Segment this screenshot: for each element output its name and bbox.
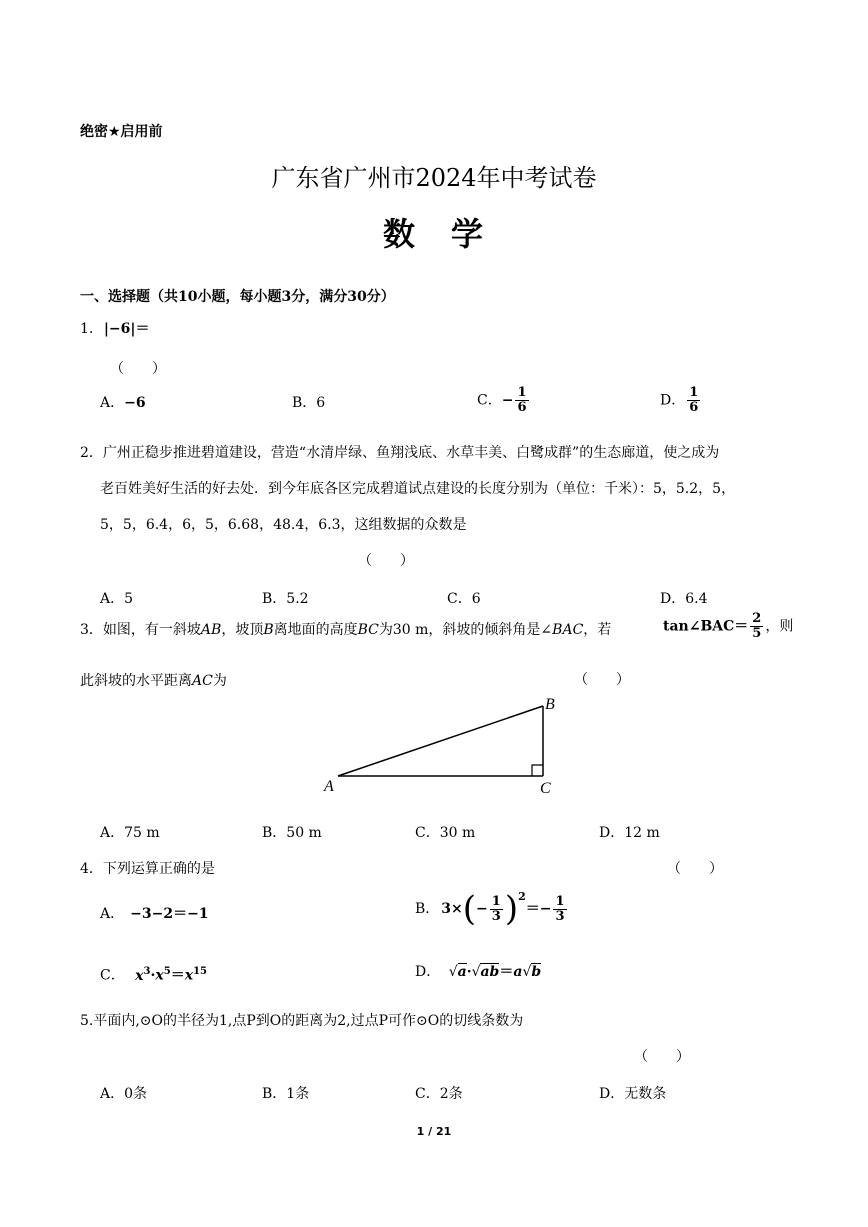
question-3-option-a: A．75 m	[100, 825, 160, 841]
fraction	[490, 895, 503, 924]
fraction-denominator: 3	[491, 908, 501, 924]
fraction	[750, 612, 763, 641]
question-2-line-1: 2．广州正稳步推进碧道建设，营造“水清岸绿、鱼翔浅底、水草丰美、白鹭成群”的生态廊道，使之成为	[80, 445, 720, 461]
exponent: 15	[193, 966, 207, 977]
fraction	[515, 386, 528, 415]
question-4-stem: 4．下列运算正确的是	[80, 861, 215, 877]
page-number: 1 / 21	[416, 1125, 452, 1138]
subject-title: 数 学	[382, 215, 485, 253]
question-1-number: 1.	[80, 321, 94, 337]
fraction-numerator: 2	[752, 611, 762, 626]
minus-sign: −	[501, 392, 514, 409]
question-4-option-b	[415, 889, 569, 929]
question-5-paren: （ ）	[634, 1049, 690, 1065]
exponent: 2	[518, 890, 526, 903]
question-3-option-b: B．50 m	[262, 825, 322, 841]
question-2-option-d: D．6.4	[660, 591, 708, 607]
dot: ·	[466, 964, 472, 980]
equals: ＝	[499, 964, 514, 980]
var-bac: BAC	[552, 622, 584, 638]
option-label: C．	[477, 392, 502, 409]
question-4-paren: （ ）	[667, 861, 723, 877]
question-5-option-d: D．无数条	[599, 1086, 667, 1102]
radicand: a	[457, 964, 467, 980]
vertex-label-c: C	[540, 780, 551, 797]
fraction-numerator: 1	[517, 385, 527, 400]
question-5-stem: 5.平面内,⊙O的半径为1,点P到O的距离为2,过点P可作⊙O的切线条数为	[80, 1013, 524, 1029]
sqrt-b: √b	[522, 964, 542, 980]
option-expression: −3−2＝−1	[130, 906, 209, 922]
option-label: A．	[100, 395, 125, 411]
question-3-option-c: C．30 m	[415, 825, 476, 841]
question-3-line-2	[80, 672, 227, 690]
right-paren: )	[504, 889, 519, 929]
coefficient: 3×	[441, 901, 463, 917]
vertex-label-b: B	[545, 696, 555, 713]
text: 为	[212, 673, 227, 689]
question-3-line-1	[80, 621, 611, 639]
question-4-option-c	[100, 963, 207, 985]
question-2-line-2: 老百姓美好生活的好去处．到今年底各区完成碧道试点建设的长度分别为（单位：千米）：5，5.2，5，	[100, 481, 736, 497]
question-3-paren: （ ）	[574, 672, 630, 688]
option-value: −6	[124, 395, 146, 411]
radicand: b	[531, 964, 542, 980]
question-4-option-a	[100, 905, 209, 923]
left-paren: (	[462, 889, 477, 929]
text: 此斜坡的水平距离	[80, 673, 192, 689]
text: 3．如图，有一斜坡	[80, 622, 201, 638]
fraction-denominator: 6	[517, 400, 527, 415]
question-1-option-b: B．6	[292, 395, 326, 411]
right-angle-mark	[532, 765, 543, 776]
question-1-option-a	[100, 394, 146, 412]
var-x: x	[155, 967, 164, 984]
question-1-stem	[80, 320, 149, 338]
exponent: 3	[143, 966, 151, 977]
var-ab: AB	[200, 622, 222, 638]
question-3-option-d: D．12 m	[599, 825, 660, 841]
fraction-numerator: 1	[491, 893, 501, 909]
dot: ·	[150, 967, 156, 984]
option-label: C．	[100, 967, 125, 984]
radicand: ab	[480, 964, 500, 980]
equals: ＝	[170, 967, 185, 984]
question-2-line-3: 5，5，6.4，6，5，6.68，48.4，6.3，这组数据的众数是	[100, 517, 467, 533]
question-1-expression: |−6|＝	[103, 321, 150, 337]
text: 离地面的高度	[273, 622, 358, 638]
fraction-denominator: 6	[689, 400, 699, 415]
option-label: B．	[415, 901, 440, 917]
var-b: B	[263, 622, 274, 638]
option-label: A．	[100, 906, 125, 922]
secret-label: 绝密★启用前	[80, 124, 163, 140]
fraction-denominator: 3	[555, 908, 565, 924]
vertex-label-a: A	[324, 778, 334, 795]
var-x: x	[184, 967, 194, 984]
question-3-tan-expression	[663, 612, 793, 641]
var-x: x	[135, 967, 144, 984]
fraction-numerator: 1	[555, 893, 565, 909]
slope-triangle-figure	[320, 690, 570, 800]
option-label: D．	[415, 964, 441, 980]
question-2-option-a: A．5	[100, 591, 134, 607]
fraction-numerator: 1	[689, 385, 699, 400]
text: ，若	[583, 622, 612, 638]
side-ab	[338, 706, 543, 776]
fraction	[553, 895, 566, 924]
exam-title: 广东省广州市2024年中考试卷	[271, 164, 597, 192]
question-5-option-a: A．0条	[100, 1086, 148, 1102]
question-1-option-d	[660, 386, 702, 415]
equals-minus: ＝−	[525, 901, 552, 917]
exponent: 5	[163, 966, 171, 977]
text: ，坡顶	[221, 622, 264, 638]
option-label: D．	[660, 392, 686, 409]
question-4-option-d	[415, 963, 541, 981]
minus-sign: −	[476, 901, 488, 917]
question-2-option-c: C．6	[447, 591, 481, 607]
sqrt-ab: √ab	[471, 964, 500, 980]
var-bc: BC	[357, 622, 379, 638]
question-1-paren: （ ）	[110, 361, 166, 377]
fraction-denominator: 5	[752, 626, 762, 641]
question-1-option-c	[477, 386, 531, 415]
fraction	[687, 386, 700, 415]
question-2-option-b: B．5.2	[262, 591, 309, 607]
var-ac: AC	[192, 673, 213, 689]
text: 为30 m，斜坡的倾斜角是∠	[378, 622, 553, 638]
text: ，则	[765, 618, 794, 635]
tan-text: tan∠BAC＝	[663, 618, 749, 635]
section-heading: 一、选择题（共10小题，每小题3分，满分30分）	[80, 289, 395, 305]
var-a: a	[513, 964, 523, 980]
sqrt-a: √a	[448, 964, 467, 980]
question-5-option-b: B．1条	[262, 1086, 310, 1102]
question-5-option-c: C．2条	[415, 1086, 463, 1102]
question-2-paren: （ ）	[358, 553, 414, 569]
